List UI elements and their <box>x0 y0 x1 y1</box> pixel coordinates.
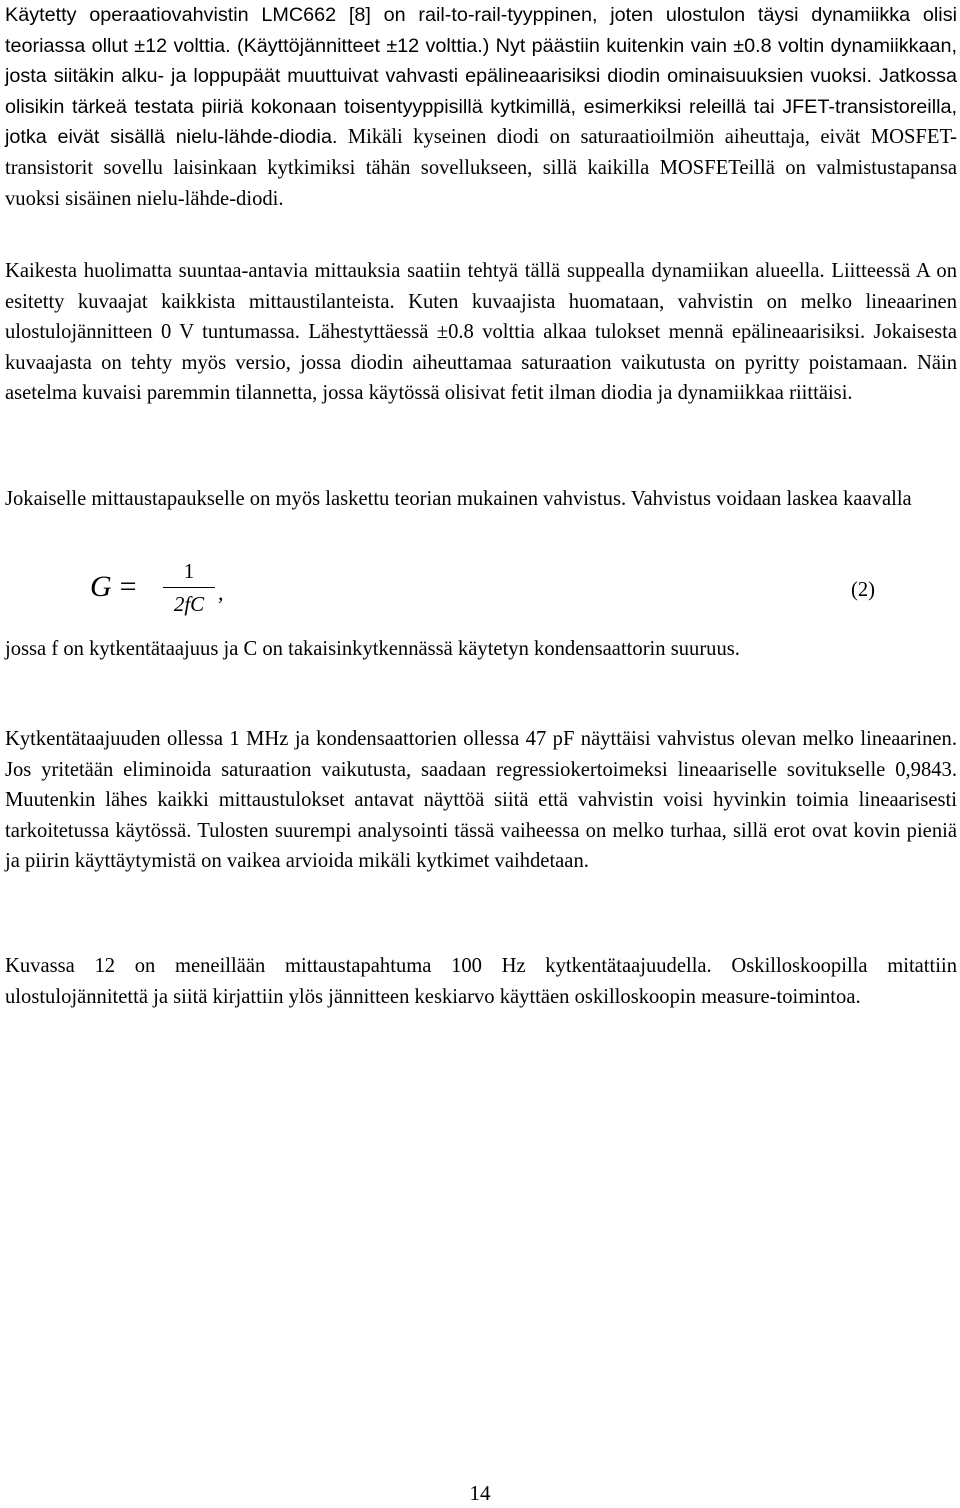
equation-comma: , <box>218 580 224 605</box>
paragraph-4: jossa f on kytkentätaajuus ja C on takaisinkytkennässä käytetyn kondensaattorin suuruus. <box>5 638 740 660</box>
equation-numerator: 1 <box>183 559 195 583</box>
equation-variable: G <box>90 570 112 603</box>
page-number: 14 <box>469 1481 491 1505</box>
equation-number: (2) <box>850 579 875 601</box>
paragraph-6: Kuvassa 12 on meneillään mittaustapahtuma 100 Hz kytkentätaajuudella. Oskilloskoopilla mitattiin ulostulojännitettä ja siitä kirjattiin ylös jännitteen keskiarvo käyttäen oskilloskoopin measure-toimintoa. <box>5 955 957 1008</box>
equation-lhs <box>90 570 137 604</box>
paragraph-3: Jokaiselle mittaustapaukselle on myös laskettu teorian mukainen vahvistus. Vahvistus voidaan laskea kaavalla <box>5 488 912 510</box>
equation-denominator: 2fC <box>173 592 205 616</box>
fraction-bar <box>163 587 215 588</box>
equation-operator: = <box>119 570 137 603</box>
equation-2 <box>5 556 957 626</box>
paragraph-1-serif-segment: Mikäli kyseinen diodi on saturaatioilmiön aiheuttaja, eivät MOSFET-transistorit sovellu laisinkaan kytkimiksi tähän sovellukseen, sillä kaikilla MOSFETeillä on valmistustapansa vuoksi sisäinen nielu-lähde-diodi. <box>5 126 957 210</box>
paragraph-2: Kaikesta huolimatta suuntaa-antavia mittauksia saatiin tehtyä tällä suppealla dynamiikan alueella. Liitteessä A on esitetty kuvaajat kaikkista mittaustilanteista. Kuten kuvaajista huomataan, vahvistin on melko lineaarinen ulostulojännitteen 0 V tuntumassa. Lähestyttäessä ±0.8 volttia alkaa tulokset mennä epälineaarisiksi. Jokaisesta kuvaajasta on tehty myös versio, jossa diodin aiheuttamaa saturaation vaikutusta on pyritty poistamaan. Näin asetelma kuvaisi paremmin tilannetta, jossa käytössä olisivat fetit ilman diodia ja dynamiikkaa riittäisi. <box>5 260 957 405</box>
paragraph-5: Kytkentätaajuuden ollessa 1 MHz ja kondensaattorien ollessa 47 pF näyttäisi vahvistus olevan melko lineaarinen. Jos yritetään eliminoida saturaation vaikutusta, saadaan regressiokertoimeksi lineaariselle sovitukselle 0,9843. Muutenkin lähes kaikki mittaustulokset antavat näyttöä siitä että vahvistin voisi hyvinkin toimia lineaarisesti tarkoitetussa käytössä. Tulosten suurempi analysointi tässä vaiheessa on melko turhaa, sillä erot ovat kovin pieniä ja piirin käyttäytymistä on vaikea arvioida mikäli kytkimet vaihdetaan. <box>5 728 957 873</box>
equation-fraction <box>163 556 215 619</box>
paragraph-1 <box>5 0 957 214</box>
paragraph-1-sans-segment: Käytetty operaatiovahvistin LMC662 [8] on rail-to-rail-tyyppinen, joten ulostulon täysi dynamiikka olisi teoriassa ollut ±12 volttia. (Käyttöjännitteet ±12 volttia.) Nyt päästiin kuitenkin vain ±0.8 voltin dynamiikkaan, josta siitäkin alku- ja loppupäät muuttuivat vahvasti epälineaarisiksi diodin ominaisuuksien vuoksi. Jatkossa olisikin tärkeä testata piiriä kokonaan toisentyyppisillä kytkimillä, esimerkiksi releillä tai JFET-transistoreilla, jotka eivät sisällä nielu-lähde-diodia. <box>5 4 957 149</box>
